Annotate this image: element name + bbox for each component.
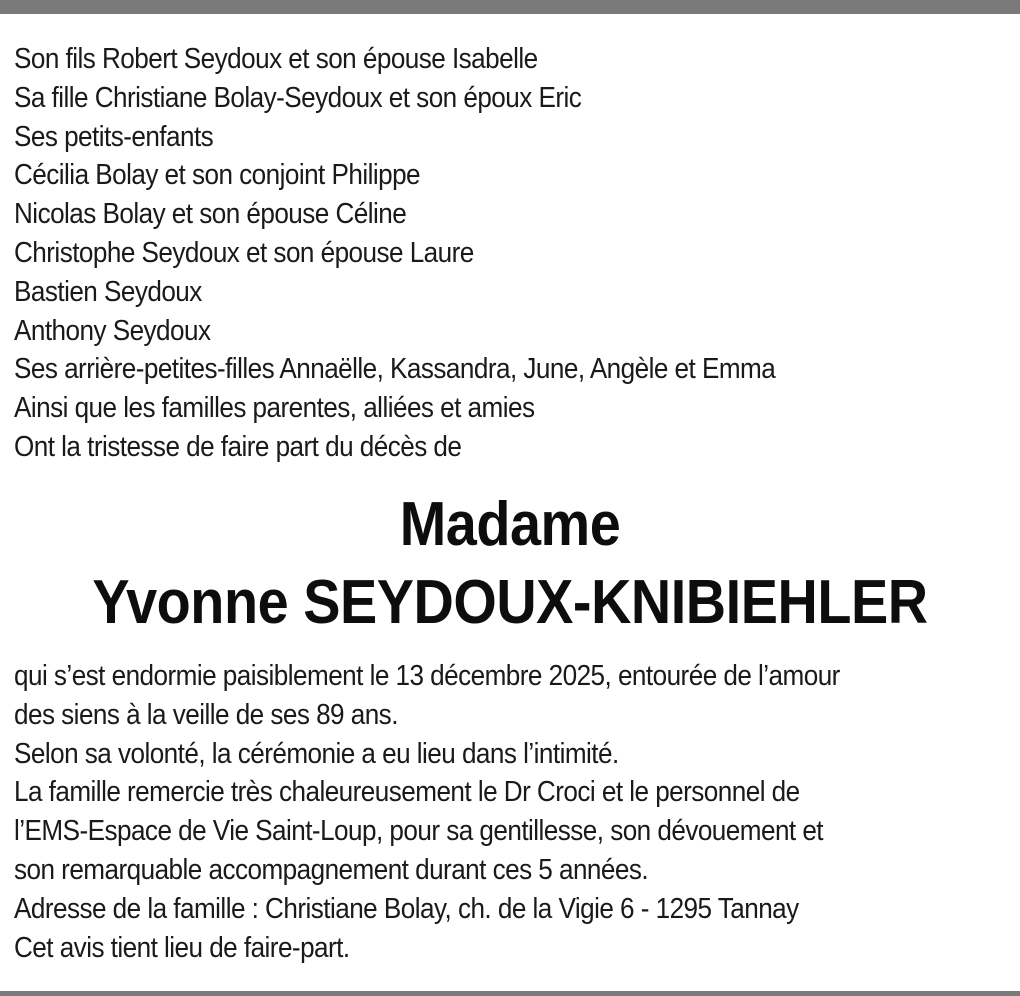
body-section — [14, 657, 1014, 967]
intro-line: Nicolas Bolay et son épouse Céline — [14, 198, 407, 231]
body-line: Adresse de la famille : Christiane Bolay, ch. de la Vigie 6 - 1295 Tannay — [14, 892, 799, 925]
body-line: La famille remercie très chaleureusement le Dr Croci et le personnel de — [14, 776, 800, 809]
intro-line: Sa fille Christiane Bolay-Seydoux et son époux Eric — [14, 81, 582, 114]
intro-line: Cécilia Bolay et son conjoint Philippe — [14, 159, 421, 192]
full-name-text: Yvonne SEYDOUX-KNIBIEHLER — [92, 568, 928, 637]
deceased-name — [0, 565, 1020, 641]
intro-line: Son fils Robert Seydoux et son épouse Isabelle — [14, 43, 538, 75]
intro-line: Anthony Seydoux — [14, 314, 211, 347]
body-line: l’EMS-Espace de Vie Saint-Loup, pour sa gentillesse, son dévouement et — [14, 815, 824, 848]
body-line: des siens à la veille de ses 89 ans. — [14, 698, 398, 731]
body-line: qui s’est endormie paisiblement le 13 décembre 2025, entourée de l’amour — [14, 660, 840, 692]
body-line: Selon sa volonté, la cérémonie a eu lieu dans l’intimité. — [14, 737, 619, 770]
intro-line: Ainsi que les familles parentes, alliées et amies — [14, 392, 535, 425]
intro-line: Christophe Seydoux et son épouse Laure — [14, 236, 474, 269]
intro-line: Ses arrière-petites-filles Annaëlle, Kassandra, June, Angèle et Emma — [14, 353, 776, 386]
top-border-rule — [0, 0, 1020, 14]
intro-line: Ont la tristesse de faire part du décès de — [14, 430, 462, 463]
honorific-text: Madame — [399, 490, 621, 559]
deceased-honorific — [0, 487, 1020, 563]
body-line: son remarquable accompagnement durant ces 5 années. — [14, 853, 649, 886]
body-line: Cet avis tient lieu de faire-part. — [14, 931, 350, 964]
bottom-border-rule — [0, 991, 1020, 996]
intro-line: Bastien Seydoux — [14, 275, 202, 308]
intro-section — [14, 40, 1014, 467]
intro-line: Ses petits-enfants — [14, 120, 214, 153]
